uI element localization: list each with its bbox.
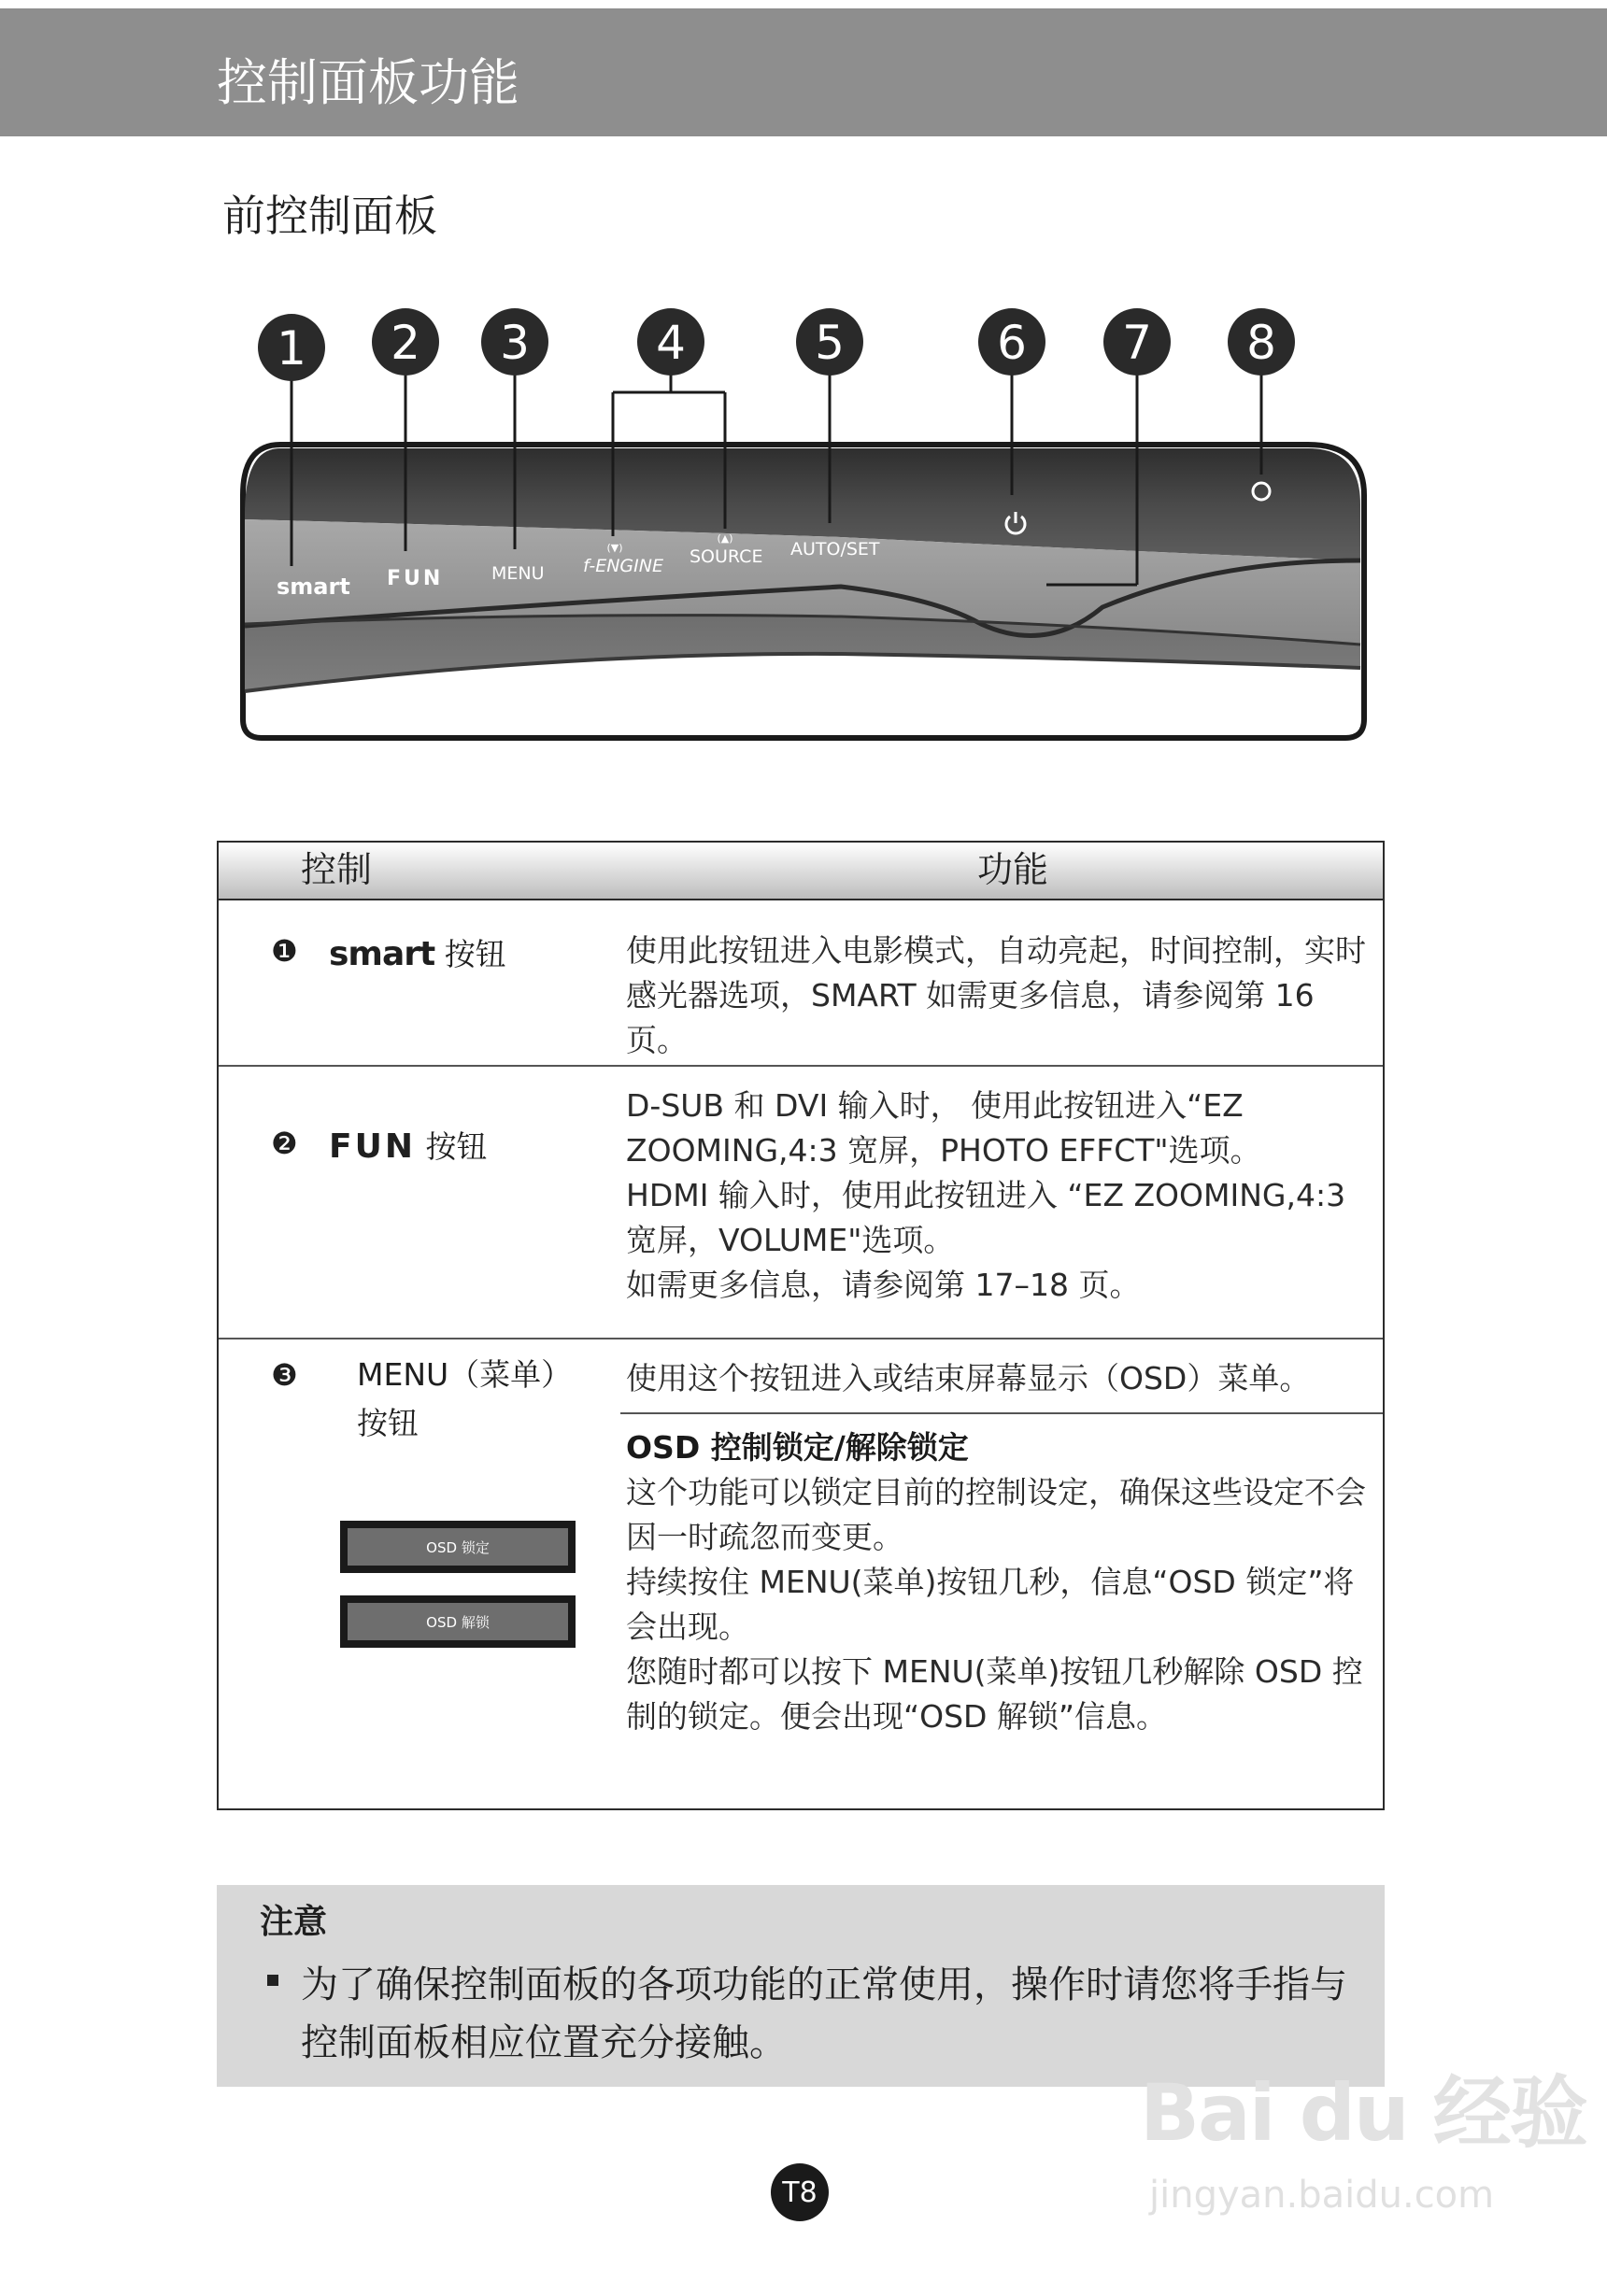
note-title: 注意	[260, 1903, 328, 1941]
page-number: T8	[771, 2163, 829, 2221]
callout-5: 5	[815, 316, 845, 370]
table-header	[219, 843, 1383, 900]
note-box	[217, 1885, 1385, 2087]
fengine-label: f-ENGINE	[583, 556, 663, 576]
callout-3: 3	[500, 316, 530, 370]
osd-lock-title: OSD 控制锁定/解除锁定	[626, 1429, 969, 1466]
page-title: 控制面板功能	[217, 53, 519, 112]
bullet-icon	[267, 1975, 278, 1986]
section-title: 前控制面板	[222, 191, 437, 241]
row2-button-label: 按钮	[425, 1128, 488, 1165]
callout-1: 1	[277, 321, 306, 376]
row3-control-line2: 按钮	[357, 1405, 419, 1441]
row2-description	[626, 1084, 1373, 1308]
row3-control-line1: MENU（菜单）	[357, 1356, 573, 1393]
fengine-arrow: (▼)	[606, 542, 623, 554]
fun-label: FUN	[387, 567, 444, 590]
callout-7: 7	[1122, 316, 1152, 370]
osd-unlock-box	[340, 1595, 576, 1648]
row3-inner-divider	[620, 1412, 1383, 1414]
row1-control	[329, 928, 506, 981]
callout-6: 6	[997, 316, 1027, 370]
watermark-logo: Bai du 经验	[1140, 2067, 1586, 2159]
callout-2: 2	[391, 316, 420, 370]
callout-4: 4	[656, 316, 686, 370]
osd-lock-para-1: 这个功能可以锁定目前的控制设定，确保这些设定不会因一时疏忽而变更。	[626, 1474, 1366, 1555]
row3-number: ❸	[271, 1357, 298, 1393]
row3-lock-section	[626, 1425, 1373, 1739]
watermark-url: jingyan.baidu.com	[1149, 2174, 1495, 2217]
header-control: 控制	[301, 849, 373, 890]
osd-lock-para-3: 您随时都可以按下 MENU(菜单)按钮几秒解除 OSD 控制的锁定。便会出现“OSD 解锁”信息。	[626, 1653, 1363, 1735]
row1-number: ❶	[271, 933, 298, 969]
source-label: SOURCE	[690, 546, 763, 567]
row1-description: 使用此按钮进入电影模式，自动亮起，时间控制，实时感光器选项，SMART 如需更多信息，请参阅第 16 页。	[626, 932, 1366, 1058]
smart-label: smart	[277, 574, 350, 600]
fun-logo: FUN	[329, 1127, 416, 1166]
front-panel-svg	[0, 0, 1607, 766]
note-text: 为了确保控制面板的各项功能的正常使用，操作时请您将手指与控制面板相应位置充分接触。	[301, 1963, 1347, 2064]
callout-8: 8	[1246, 316, 1276, 370]
row2-desc-2: HDMI 输入时，使用此按钮进入 “EZ ZOOMING,4:3 宽屏，VOLUME"选项。	[626, 1177, 1346, 1258]
osd-unlock-text: OSD 解锁	[348, 1603, 568, 1640]
row2-desc-1: D-SUB 和 DVI 输入时， 使用此按钮进入“EZ ZOOMING,4:3 宽屏，PHOTO EFFCT"选项。	[626, 1087, 1261, 1169]
row2-control	[329, 1121, 487, 1173]
menu-label: MENU	[491, 563, 545, 584]
smart-logo: smart	[329, 935, 435, 973]
osd-lock-text: OSD 锁定	[348, 1528, 568, 1566]
header-function: 功能	[977, 849, 1049, 890]
row2-number: ❷	[271, 1126, 298, 1161]
row-divider	[219, 1338, 1383, 1339]
front-panel-diagram	[0, 0, 1607, 766]
row1-button-label: 按钮	[444, 936, 506, 972]
source-arrow: (▲)	[717, 532, 733, 545]
row-divider	[219, 1065, 1383, 1067]
row3-description-top: 使用这个按钮进入或结束屏幕显示（OSD）菜单。	[626, 1360, 1311, 1396]
osd-lock-para-2: 持续按住 MENU(菜单)按钮几秒，信息“OSD 锁定”将会出现。	[626, 1564, 1355, 1645]
osd-lock-box	[340, 1521, 576, 1573]
control-table	[217, 841, 1385, 1810]
autoset-label: AUTO/SET	[790, 539, 880, 560]
row2-desc-3: 如需更多信息，请参阅第 17–18 页。	[626, 1267, 1141, 1303]
